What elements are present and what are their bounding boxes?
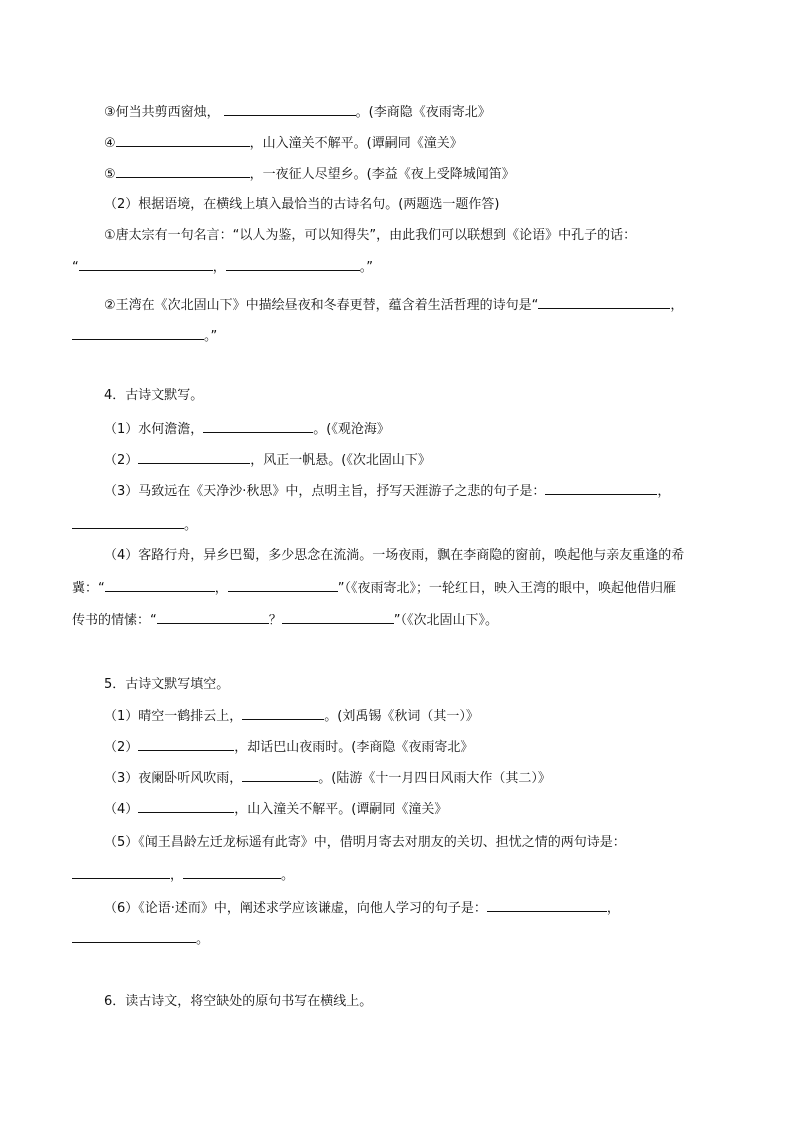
text: 5．古诗文默写填空。 [104, 677, 230, 692]
text: ，却话巴山夜雨时。(李商隐《夜雨寄北》 [234, 740, 474, 755]
text: ⑤ [104, 167, 116, 182]
text: 。(李商隐《夜雨寄北》 [355, 105, 491, 120]
question-4-item-4-line-3 [72, 611, 498, 629]
question-5-item-1 [104, 707, 479, 725]
question-5-item-6-cont [72, 930, 209, 948]
answer-blank[interactable] [538, 296, 670, 309]
answer-blank[interactable] [242, 769, 318, 782]
text: （2） [104, 453, 139, 468]
answer-blank[interactable] [157, 611, 269, 624]
text: 。 [184, 518, 198, 533]
answer-blank[interactable] [203, 420, 313, 433]
text: ， [657, 484, 671, 499]
question-4-item-1 [104, 420, 390, 438]
question-4-item-3-cont [72, 516, 197, 534]
question-5-title [104, 676, 229, 694]
answer-blank[interactable] [487, 899, 607, 912]
answer-blank[interactable] [183, 866, 281, 879]
answer-blank[interactable] [138, 738, 234, 751]
text: 6．读古诗文，将空缺处的原句书写在横线上。 [104, 994, 373, 1009]
question-5-item-5-blanks [72, 866, 294, 884]
question-5-item-5 [104, 834, 626, 852]
text: ”（《夜雨寄北》；一轮红日，映入王湾的眼中，唤起他借归雁 [337, 581, 677, 596]
question-3-part-2-item-1 [104, 227, 636, 245]
answer-blank[interactable] [72, 516, 184, 529]
text: ？ [268, 613, 282, 628]
text: 。(《观沧海》 [313, 422, 390, 437]
question-4-item-4-line-2 [72, 579, 676, 597]
text: （6）《论语·述而》中，阐述求学应该谦虚，向他人学习的句子是： [104, 901, 487, 916]
text: （1）晴空一鹤排云上， [104, 709, 243, 724]
text: ，山入潼关不解平。(谭嗣同《潼关》 [234, 802, 448, 817]
question-3-part-2-item-2-cont [72, 327, 217, 345]
text: ， [606, 901, 620, 916]
answer-blank[interactable] [138, 451, 250, 464]
text: 。(刘禹锡《秋词（其一）》 [324, 709, 479, 724]
text: （4） [104, 802, 139, 817]
answer-blank[interactable] [226, 258, 360, 271]
answer-blank[interactable] [228, 579, 338, 592]
question-5-item-4 [104, 800, 447, 818]
answer-blank[interactable] [116, 134, 250, 147]
text: 。” [204, 329, 218, 344]
question-4-title [104, 387, 203, 405]
answer-blank[interactable] [72, 327, 204, 340]
answer-blank[interactable] [72, 930, 196, 943]
answer-blank[interactable] [545, 482, 657, 495]
text: 。 [196, 932, 210, 947]
text: ， [670, 298, 684, 313]
question-3-part-2-item-1-blanks [72, 258, 373, 276]
answer-blank[interactable] [282, 611, 394, 624]
text: （1）水何澹澹， [104, 422, 204, 437]
text: ，风正一帆悬。(《次北固山下》 [250, 453, 431, 468]
text: ③何当共剪西窗烛， [104, 105, 220, 120]
question-3-part-2-item-2 [104, 296, 683, 314]
text: “ [72, 260, 79, 275]
text: ”（《次北固山下》。 [393, 613, 499, 628]
question-4-item-2 [104, 451, 431, 469]
text: （3）夜阑卧听风吹雨， [104, 771, 243, 786]
text: ①唐太宗有一句名言：“以人为鉴，可以知得失”，由此我们可以联想到《论语》中孔子的话： [104, 228, 637, 243]
answer-blank[interactable] [79, 258, 213, 271]
text: 。” [359, 260, 374, 275]
text: 。 [281, 868, 295, 883]
question-3-item-4 [104, 134, 463, 152]
text: 4．古诗文默写。 [104, 388, 204, 403]
answer-blank[interactable] [138, 800, 234, 813]
question-3-part-2 [104, 196, 499, 214]
text: ， [214, 581, 228, 596]
question-3-item-3 [104, 103, 491, 121]
answer-blank[interactable] [72, 866, 170, 879]
answer-blank[interactable] [224, 103, 356, 116]
text: ②王湾在《次北固山下》中描绘昼夜和冬春更替，蕴含着生活哲理的诗句是“ [104, 298, 539, 313]
text: ， [212, 260, 226, 275]
text: ，一夜征人尽望乡。(李益《夜上受降城闻笛》 [249, 167, 515, 182]
answer-blank[interactable] [242, 707, 324, 720]
text: （4）客路行舟，异乡巴蜀，多少思念在流淌。一场夜雨，飘在李商隐的窗前，唤起他与亲友重逢的希 [104, 548, 685, 563]
text: （3）马致远在《天净沙·秋思》中，点明主旨，抒写天涯游子之悲的句子是： [104, 484, 546, 499]
text: （2） [104, 740, 139, 755]
text: ，山入潼关不解平。(谭嗣同《潼关》 [249, 136, 463, 151]
text: 传书的情愫：“ [72, 613, 157, 628]
question-5-item-2 [104, 738, 473, 756]
text: 。(陆游《十一月四日风雨大作（其二）》 [318, 771, 551, 786]
text: （2）根据语境，在横线上填入最恰当的古诗名句。(两题选一题作答) [104, 197, 500, 212]
question-5-item-6 [104, 899, 620, 917]
question-4-item-3 [104, 482, 670, 500]
question-4-item-4 [104, 547, 684, 565]
text: （5）《闻王昌龄左迁龙标遥有此寄》中，借明月寄去对朋友的关切、担忧之情的两句诗是： [104, 835, 626, 850]
text: ④ [104, 136, 116, 151]
text: 冀：“ [72, 581, 105, 596]
answer-blank[interactable] [116, 165, 250, 178]
answer-blank[interactable] [105, 579, 215, 592]
question-3-item-5 [104, 165, 515, 183]
question-6-title [104, 993, 372, 1011]
text: ， [170, 868, 184, 883]
question-5-item-3 [104, 769, 551, 787]
